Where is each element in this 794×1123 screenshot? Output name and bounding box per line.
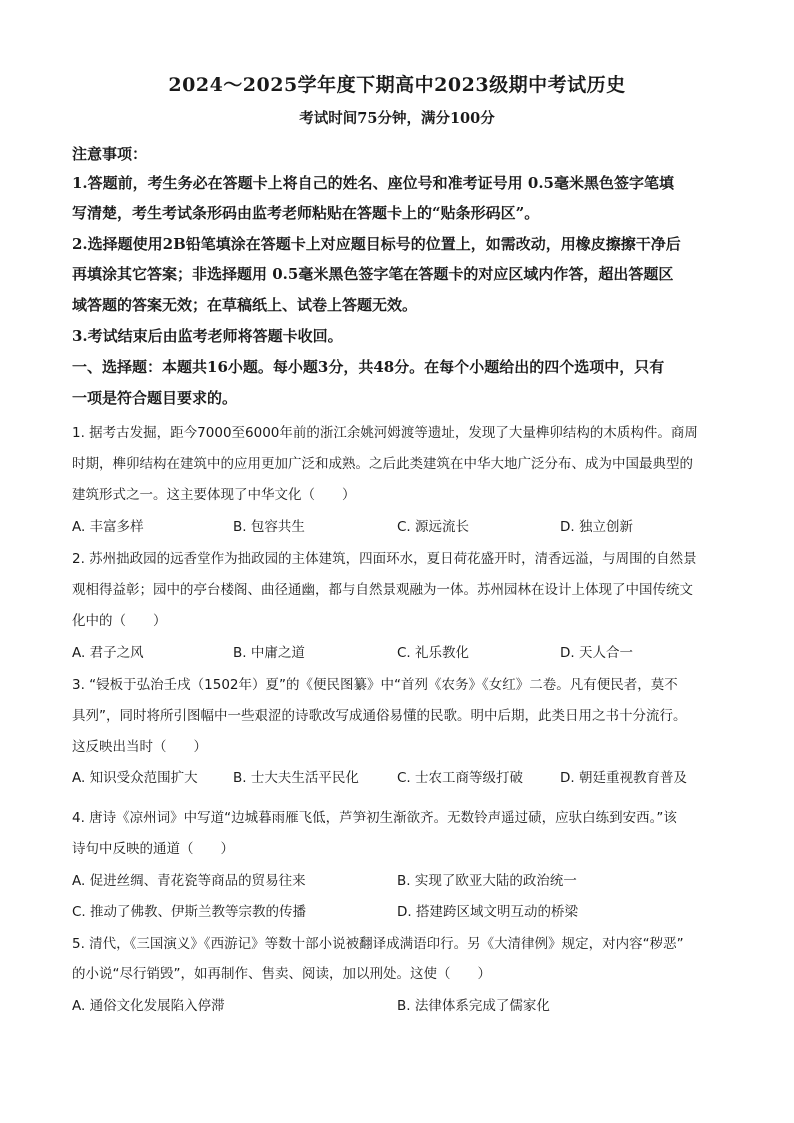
question-4-option-a[interactable]: A. 促进丝绸、青花瓷等商品的贸易往来 xyxy=(72,873,306,889)
question-4-option-b[interactable]: B. 实现了欧亚大陆的政治统一 xyxy=(397,873,577,889)
question-2-stem: 观相得益彰；园中的亭台楼阁、曲径通幽，都与自然景观融为一体。苏州园林在设计上体现了中国传统文 xyxy=(72,582,693,598)
question-5-stem: 5. 清代，《三国演义》《西游记》等数十部小说被翻译成满语印行。另《大清律例》规定，对内容“秽恶” xyxy=(72,936,684,952)
question-2-stem: 2. 苏州拙政园的远香堂作为拙政园的主体建筑，四面环水，夏日荷花盛开时，清香远溢，与周围的自然景 xyxy=(72,551,697,567)
notice-line: 1.答题前，考生务必在答题卡上将自己的姓名、座位号和准考证号用 0.5毫米黑色签字笔填 xyxy=(72,174,674,192)
question-1-stem: 时期，榫卯结构在建筑中的应用更加广泛和成熟。之后此类建筑在中华大地广泛分布、成为中国最典型的 xyxy=(72,456,693,472)
section-heading: 一、选择题：本题共16小题。每小题3分，共48分。在每个小题给出的四个选项中，只有 xyxy=(72,358,665,376)
question-5-option-a[interactable]: A. 通俗文化发展陷入停滞 xyxy=(72,998,225,1014)
question-1-stem: 建筑形式之一。这主要体现了中华文化（ ） xyxy=(72,487,356,503)
notice-line: 写清楚，考生考试条形码由监考老师粘贴在答题卡上的“贴条形码区”。 xyxy=(72,204,540,222)
question-3-stem: 具列”，同时将所引图幅中一些艰涩的诗歌改写成通俗易懂的民歌。明中后期，此类日用之书十分流行。 xyxy=(72,708,687,724)
notice-line: 2.选择题使用2B铅笔填涂在答题卡上对应题目标号的位置上，如需改动，用橡皮擦擦干净后 xyxy=(72,235,681,253)
question-4-option-c[interactable]: C. 推动了佛教、伊斯兰教等宗教的传播 xyxy=(72,904,307,920)
question-3-option-a[interactable]: A. 知识受众范围扩大 xyxy=(72,770,198,786)
question-1-option-d[interactable]: D. 独立创新 xyxy=(560,519,633,535)
question-2-option-a[interactable]: A. 君子之风 xyxy=(72,645,144,661)
section-heading: 一项是符合题目要求的。 xyxy=(72,389,238,407)
exam-title: 2024～2025学年度下期高中2023级期中考试历史 xyxy=(168,74,626,96)
question-5-option-b[interactable]: B. 法律体系完成了儒家化 xyxy=(397,998,550,1014)
question-5-stem: 的小说“尽行销毁”，如再制作、售卖、阅读，加以刑处。这使（ ） xyxy=(72,966,491,982)
question-2-stem: 化中的（ ） xyxy=(72,613,167,629)
question-3-option-b[interactable]: B. 士大夫生活平民化 xyxy=(233,770,359,786)
question-3-stem: 这反映出当时（ ） xyxy=(72,739,207,755)
notice-line: 3.考试结束后由监考老师将答题卡收回。 xyxy=(72,327,343,345)
question-3-option-d[interactable]: D. 朝廷重视教育普及 xyxy=(560,770,687,786)
question-1-option-a[interactable]: A. 丰富多样 xyxy=(72,519,144,535)
question-2-option-b[interactable]: B. 中庸之道 xyxy=(233,645,305,661)
question-2-option-d[interactable]: D. 天人合一 xyxy=(560,645,633,661)
exam-subtitle: 考试时间75分钟，满分100分 xyxy=(299,110,495,127)
question-3-option-c[interactable]: C. 士农工商等级打破 xyxy=(397,770,524,786)
question-1-option-c[interactable]: C. 源远流长 xyxy=(397,519,470,535)
notice-line: 域答题的答案无效；在草稿纸上、试卷上答题无效。 xyxy=(72,296,418,314)
question-1-option-b[interactable]: B. 包容共生 xyxy=(233,519,305,535)
notice-heading: 注意事项： xyxy=(72,145,148,163)
notice-line: 再填涂其它答案；非选择题用 0.5毫米黑色签字笔在答题卡的对应区域内作答，超出答题区 xyxy=(72,265,674,283)
question-2-option-c[interactable]: C. 礼乐教化 xyxy=(397,645,470,661)
question-3-stem: 3. “锓板于弘治壬戌（1502年）夏”的《便民图纂》中“首列《农务》《女红》二卷。凡有便民者，莫不 xyxy=(72,677,678,693)
question-4-stem: 4. 唐诗《凉州词》中写道“边城暮雨雁飞低，芦笋初生渐欲齐。无数铃声遥过碛，应驮白练到安西。”该 xyxy=(72,810,677,826)
question-4-stem: 诗句中反映的通道（ ） xyxy=(72,841,234,857)
question-4-option-d[interactable]: D. 搭建跨区域文明互动的桥梁 xyxy=(397,904,578,920)
question-1-stem: 1. 据考古发掘，距今7000至6000年前的浙江余姚河姆渡等遗址，发现了大量榫卯结构的木质构件。商周 xyxy=(72,425,698,441)
